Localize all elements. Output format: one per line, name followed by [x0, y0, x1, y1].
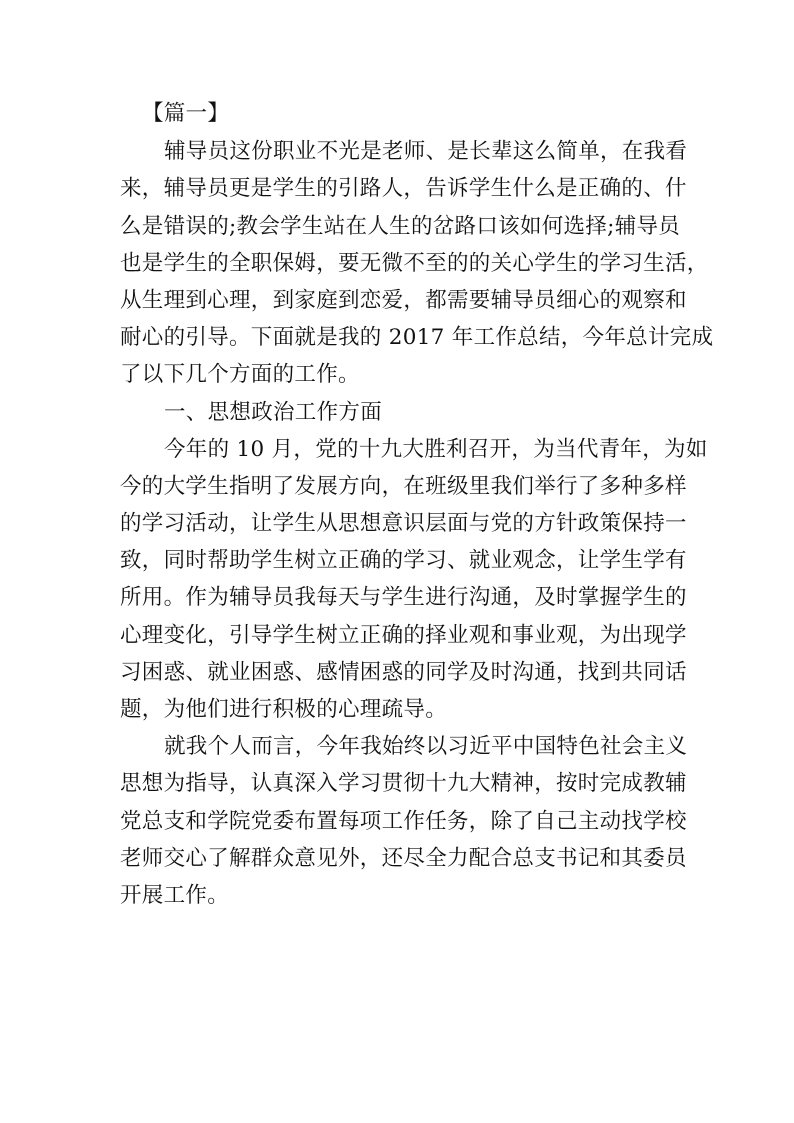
- paragraph-line: 就我个人而言，今年我始终以习近平中国特色社会主义: [164, 734, 688, 760]
- paragraph-line: 了以下几个方面的工作。: [120, 362, 360, 388]
- paragraph-line: 心理变化，引导学生树立正确的择业观和事业观，为出现学: [120, 622, 687, 648]
- section-title: 一、思想政治工作方面: [164, 399, 383, 425]
- section-heading: [120, 394, 680, 431]
- paragraph-line: 思想为指导，认真深入学习贯彻十九大精神，按时完成教辅: [120, 771, 687, 797]
- paragraph-line: 也是学生的全职保姆，要无微不至的的关心学生的学习生活，: [120, 250, 709, 276]
- paragraph-line: 开展工作。: [120, 882, 230, 908]
- document-heading: 【篇一】: [142, 101, 230, 126]
- paragraph-line: 从生理到心理，到家庭到恋爱，都需要辅导员细心的观察和: [120, 287, 687, 313]
- paragraph-line: 耐心的引导。下面就是我的 2017 年工作总结，今年总计完成: [120, 325, 714, 351]
- paragraph-line: 今年的 10 月，党的十九大胜利召开，为当代青年，为如: [164, 436, 708, 462]
- paragraph-line: 的学习活动，让学生从思想意识层面与党的方针政策保持一: [120, 511, 687, 537]
- paragraph-line: 辅导员这份职业不光是老师、是长辈这么简单，在我看: [164, 139, 688, 165]
- document-page: [120, 95, 714, 914]
- paragraph-line: 今的大学生指明了发展方向，在班级里我们举行了多种多样: [120, 473, 687, 499]
- paragraph-line: 么是错误的;教会学生站在人生的岔路口该如何选择;辅导员: [120, 213, 681, 239]
- paragraph-intro: [120, 133, 714, 393]
- paragraph-personal: [120, 728, 688, 914]
- paragraph-line: 所用。作为辅导员我每天与学生进行沟通，及时掌握学生的: [120, 585, 687, 611]
- paragraph-political-work: [120, 431, 708, 729]
- paragraph-line: 致，同时帮助学生树立正确的学习、就业观念，让学生学有: [120, 548, 687, 574]
- paragraph-line: 来，辅导员更是学生的引路人，告诉学生什么是正确的、什: [120, 176, 687, 202]
- paragraph-line: 老师交心了解群众意见外，还尽全力配合总支书记和其委员: [120, 845, 687, 871]
- paragraph-line: 题，为他们进行积极的心理疏导。: [120, 697, 448, 722]
- paragraph-line: 党总支和学院党委布置每项工作任务，除了自己主动找学校: [120, 808, 687, 834]
- paragraph-line: 习困惑、就业困惑、感情困惑的同学及时沟通，找到共同话: [120, 659, 687, 685]
